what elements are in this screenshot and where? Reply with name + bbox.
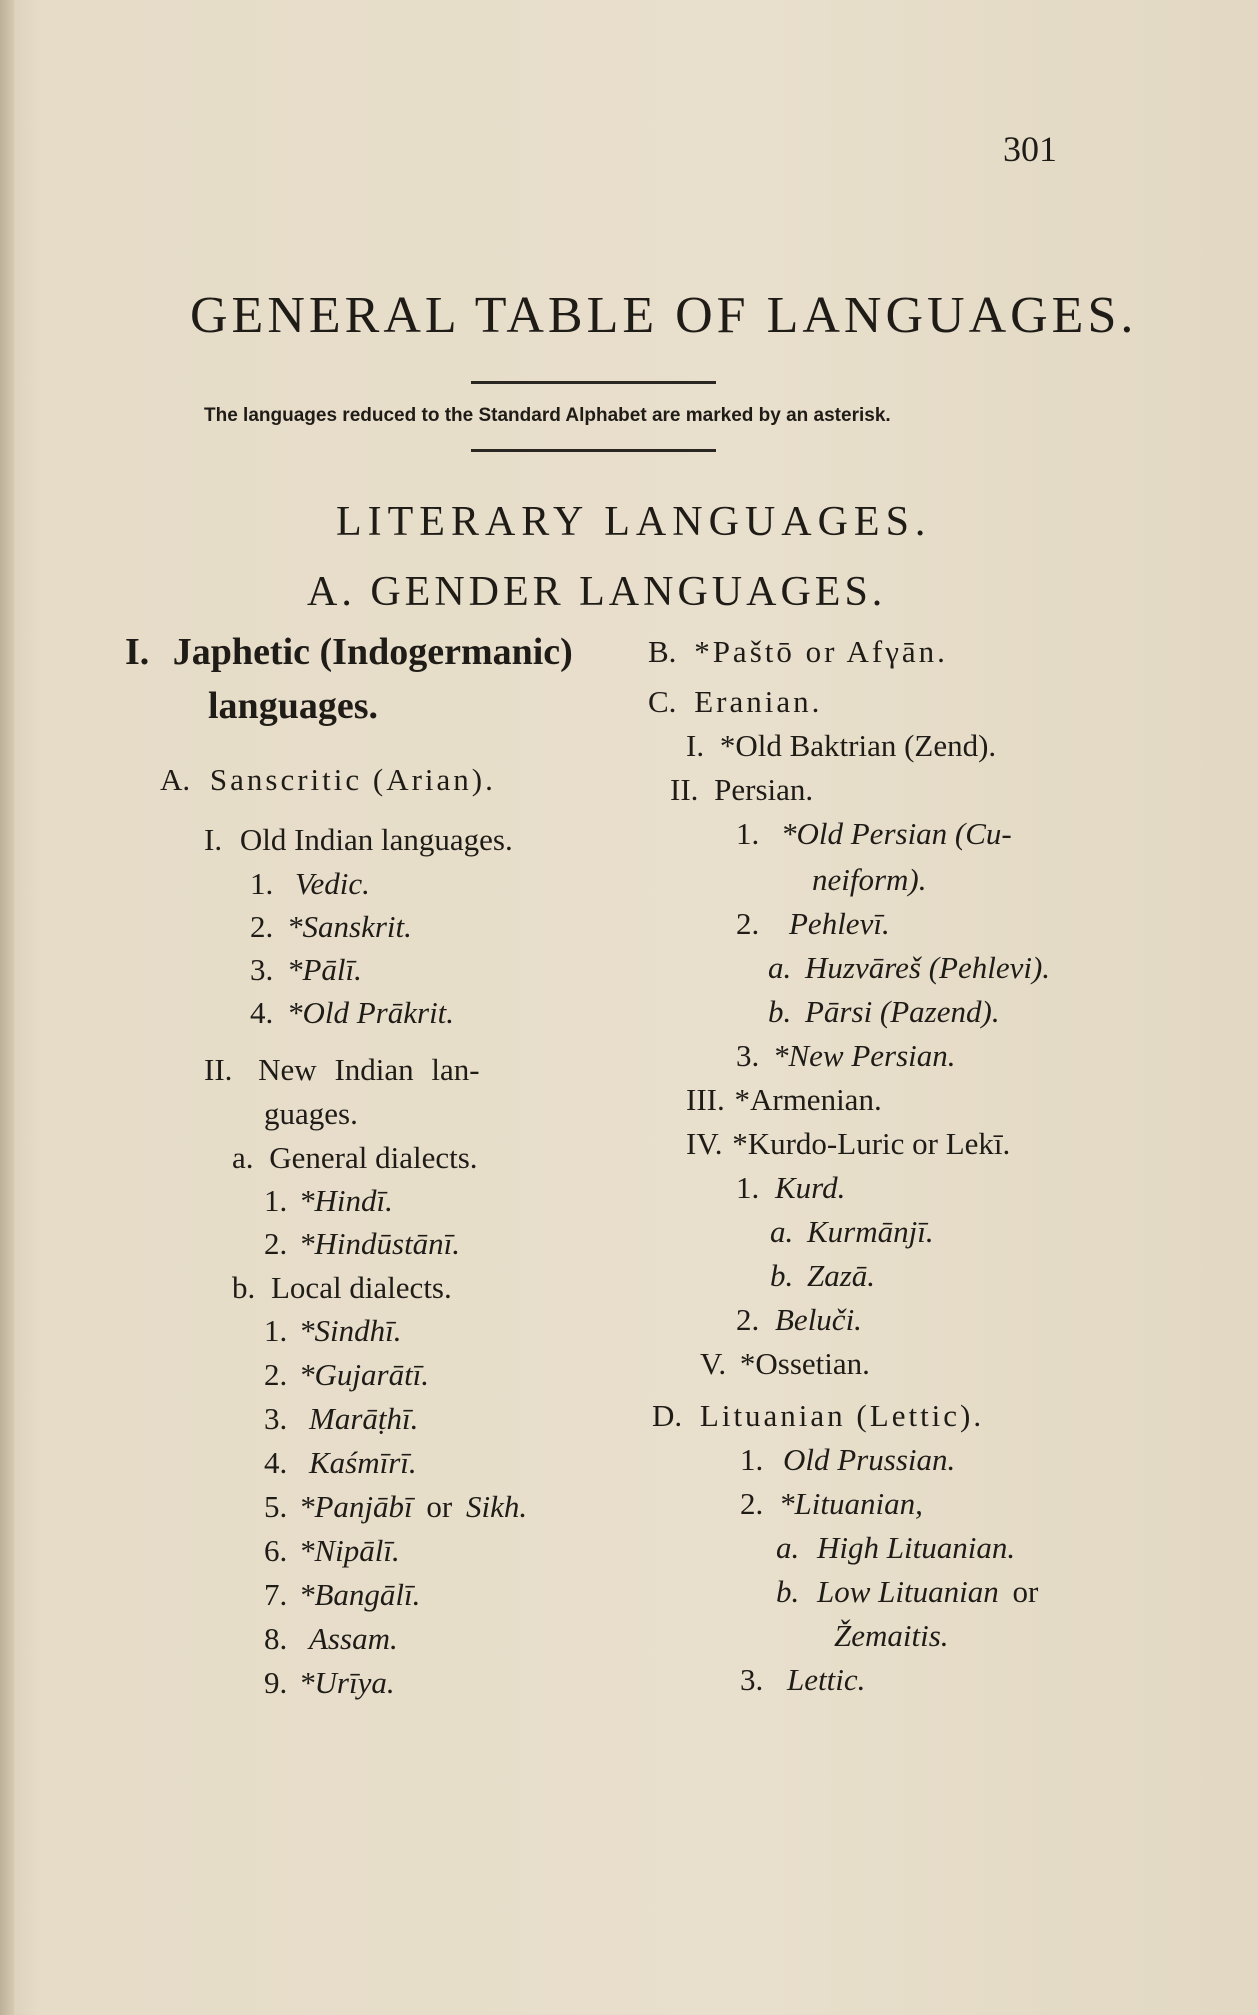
item-text: Local dialects. bbox=[271, 1270, 452, 1305]
local-dialects-heading bbox=[232, 1270, 452, 1306]
item-num: 7. bbox=[264, 1577, 288, 1612]
item-name: *Gujarātī. bbox=[299, 1357, 430, 1392]
item-name: Vedic. bbox=[295, 866, 370, 901]
item-or: or bbox=[1012, 1574, 1039, 1609]
list-item bbox=[264, 1401, 418, 1437]
list-item bbox=[770, 1214, 934, 1250]
list-item bbox=[250, 866, 370, 902]
list-item bbox=[736, 816, 1012, 852]
old-indian-heading bbox=[204, 822, 513, 858]
item-name: *Sanskrit. bbox=[287, 909, 412, 944]
item-num: 1. bbox=[736, 1170, 760, 1205]
item-text: General dialects. bbox=[269, 1140, 478, 1175]
item-text: Pārsi (Pazend). bbox=[805, 994, 1000, 1029]
divider-top bbox=[471, 381, 716, 384]
list-item bbox=[264, 1445, 417, 1481]
item-label: a. bbox=[768, 950, 792, 985]
list-item bbox=[264, 1489, 527, 1525]
list-item bbox=[736, 906, 890, 942]
item-num: 3. bbox=[264, 1401, 288, 1436]
list-item bbox=[686, 728, 996, 764]
item-num: 2. bbox=[736, 1302, 760, 1337]
list-item bbox=[740, 1442, 955, 1478]
item-text: Kurd. bbox=[775, 1170, 846, 1205]
item-name: *Sindhī. bbox=[299, 1313, 402, 1348]
branch-lituanian bbox=[652, 1398, 984, 1434]
item-text: *New Persian. bbox=[773, 1038, 956, 1073]
group-title-line2: languages. bbox=[208, 685, 378, 727]
group-title-line1: Japhetic (Indogermanic) bbox=[172, 631, 573, 673]
item-num: 3. bbox=[740, 1662, 764, 1697]
item-text: Old Prussian. bbox=[783, 1442, 956, 1477]
new-indian-heading-cont: guages. bbox=[264, 1096, 358, 1131]
branch-eranian bbox=[648, 684, 822, 720]
list-item bbox=[736, 1038, 956, 1074]
item-num: 1. bbox=[264, 1183, 288, 1218]
item-text: *Old Persian (Cu- bbox=[781, 816, 1012, 851]
item-text: *Kurdo-Luric or Lekī. bbox=[732, 1126, 1011, 1161]
item-text: Persian. bbox=[714, 772, 814, 807]
list-item bbox=[740, 1662, 865, 1698]
branch-pasto bbox=[648, 634, 948, 670]
list-item bbox=[776, 1574, 1038, 1610]
branch-label: A. bbox=[160, 762, 191, 797]
item-label: a. bbox=[770, 1214, 794, 1249]
item-name: *Pālī. bbox=[287, 952, 362, 987]
item-text: Huzvāreš (Pehlevi). bbox=[805, 950, 1051, 985]
item-text: *Armenian. bbox=[734, 1082, 882, 1117]
list-item bbox=[740, 1486, 923, 1522]
list-item-cont: Žemaitis. bbox=[834, 1618, 949, 1653]
item-name: Marāṭhī. bbox=[309, 1401, 419, 1436]
list-item bbox=[264, 1226, 460, 1262]
item-num: 2. bbox=[264, 1226, 288, 1261]
list-item bbox=[770, 1258, 875, 1294]
item-label: b. bbox=[776, 1574, 800, 1609]
item-name: *Panjābī bbox=[299, 1489, 413, 1524]
list-item bbox=[670, 772, 813, 808]
item-label: II. bbox=[204, 1052, 233, 1087]
item-label: a. bbox=[776, 1530, 800, 1565]
item-name: Kaśmīrī. bbox=[309, 1445, 417, 1480]
item-label: I. bbox=[686, 728, 705, 763]
item-num: 4. bbox=[250, 995, 274, 1030]
item-text: Old Indian languages. bbox=[239, 822, 513, 857]
page-title: GENERAL TABLE OF LANGUAGES. bbox=[190, 287, 1138, 344]
list-item bbox=[264, 1577, 420, 1613]
list-item bbox=[264, 1357, 429, 1393]
item-alt: Sikh. bbox=[466, 1489, 528, 1524]
new-indian-heading bbox=[204, 1052, 480, 1088]
list-item bbox=[686, 1082, 882, 1118]
item-text: *Lituanian, bbox=[779, 1486, 923, 1521]
item-num: 1. bbox=[736, 816, 760, 851]
item-label: b. bbox=[232, 1270, 256, 1305]
item-label: III. bbox=[686, 1082, 725, 1117]
item-text: Pehlevī. bbox=[789, 906, 890, 941]
item-label: II. bbox=[670, 772, 699, 807]
item-num: 4. bbox=[264, 1445, 288, 1480]
list-item bbox=[768, 994, 1000, 1030]
list-item bbox=[768, 950, 1050, 986]
item-name: *Nipālī. bbox=[299, 1533, 400, 1568]
list-item bbox=[250, 909, 412, 945]
page-number: 301 bbox=[1003, 129, 1057, 169]
item-num: 9. bbox=[264, 1665, 288, 1700]
branch-text: Eranian. bbox=[694, 684, 823, 719]
item-label: b. bbox=[768, 994, 792, 1029]
item-text: Zazā. bbox=[807, 1258, 876, 1293]
branch-text: *Paštō or Afγān. bbox=[694, 634, 948, 669]
list-item bbox=[264, 1621, 398, 1657]
list-item bbox=[736, 1170, 845, 1206]
list-item bbox=[250, 995, 454, 1031]
section-heading: LITERARY LANGUAGES. bbox=[336, 499, 932, 545]
divider-bottom bbox=[471, 449, 716, 452]
list-item bbox=[264, 1533, 400, 1569]
item-num: 1. bbox=[740, 1442, 764, 1477]
item-name: *Hindūstānī. bbox=[299, 1226, 461, 1261]
item-num: 1. bbox=[264, 1313, 288, 1348]
item-text: *Ossetian. bbox=[739, 1346, 870, 1381]
subsection-heading: A. GENDER LANGUAGES. bbox=[307, 569, 887, 615]
item-text: Low Lituanian bbox=[817, 1574, 999, 1609]
item-num: 2. bbox=[736, 906, 760, 941]
item-name: Assam. bbox=[309, 1621, 398, 1656]
item-num: 8. bbox=[264, 1621, 288, 1656]
list-item bbox=[776, 1530, 1015, 1566]
item-name: *Old Prākrit. bbox=[287, 995, 455, 1030]
item-num: 5. bbox=[264, 1489, 288, 1524]
item-text: Lettic. bbox=[787, 1662, 866, 1697]
item-name: *Bangālī. bbox=[299, 1577, 421, 1612]
list-item bbox=[700, 1346, 870, 1382]
item-text: *Old Baktrian (Zend). bbox=[719, 728, 997, 763]
item-num: 1. bbox=[250, 866, 274, 901]
item-num: 2. bbox=[740, 1486, 764, 1521]
item-label: I. bbox=[204, 822, 223, 857]
item-text: Kurmānjī. bbox=[807, 1214, 934, 1249]
item-label: b. bbox=[770, 1258, 794, 1293]
item-text: Beluči. bbox=[775, 1302, 862, 1337]
group-heading bbox=[125, 630, 573, 674]
item-label: a. bbox=[232, 1140, 254, 1175]
item-num: 2. bbox=[264, 1357, 288, 1392]
page-binding-edge bbox=[0, 0, 14, 2015]
item-label: V. bbox=[700, 1346, 727, 1381]
item-or: or bbox=[426, 1489, 453, 1524]
list-item-cont: neiform). bbox=[812, 862, 927, 897]
item-name: *Hindī. bbox=[299, 1183, 393, 1218]
item-text: New Indian lan- bbox=[258, 1052, 480, 1087]
branch-label: D. bbox=[652, 1398, 683, 1433]
list-item bbox=[264, 1183, 393, 1219]
list-item bbox=[250, 952, 362, 988]
item-num: 3. bbox=[736, 1038, 760, 1073]
list-item bbox=[264, 1665, 395, 1701]
list-item bbox=[736, 1302, 862, 1338]
branch-label: C. bbox=[648, 684, 677, 719]
item-name: *Urīya. bbox=[299, 1665, 395, 1700]
branch-text: Lituanian (Lettic). bbox=[699, 1398, 985, 1433]
branch-label: B. bbox=[648, 634, 677, 669]
asterisk-note: The languages reduced to the Standard Alphabet are marked by an asterisk. bbox=[204, 405, 891, 426]
branch-sanscritic bbox=[160, 762, 496, 798]
item-text: High Lituanian. bbox=[817, 1530, 1016, 1565]
item-num: 6. bbox=[264, 1533, 288, 1568]
list-item bbox=[264, 1313, 401, 1349]
list-item bbox=[686, 1126, 1010, 1162]
general-dialects-heading bbox=[232, 1140, 478, 1176]
item-label: IV. bbox=[686, 1126, 723, 1161]
branch-text: Sanscritic (Arian). bbox=[209, 762, 496, 797]
item-num: 3. bbox=[250, 952, 274, 987]
item-num: 2. bbox=[250, 909, 274, 944]
group-label: I. bbox=[125, 631, 150, 673]
